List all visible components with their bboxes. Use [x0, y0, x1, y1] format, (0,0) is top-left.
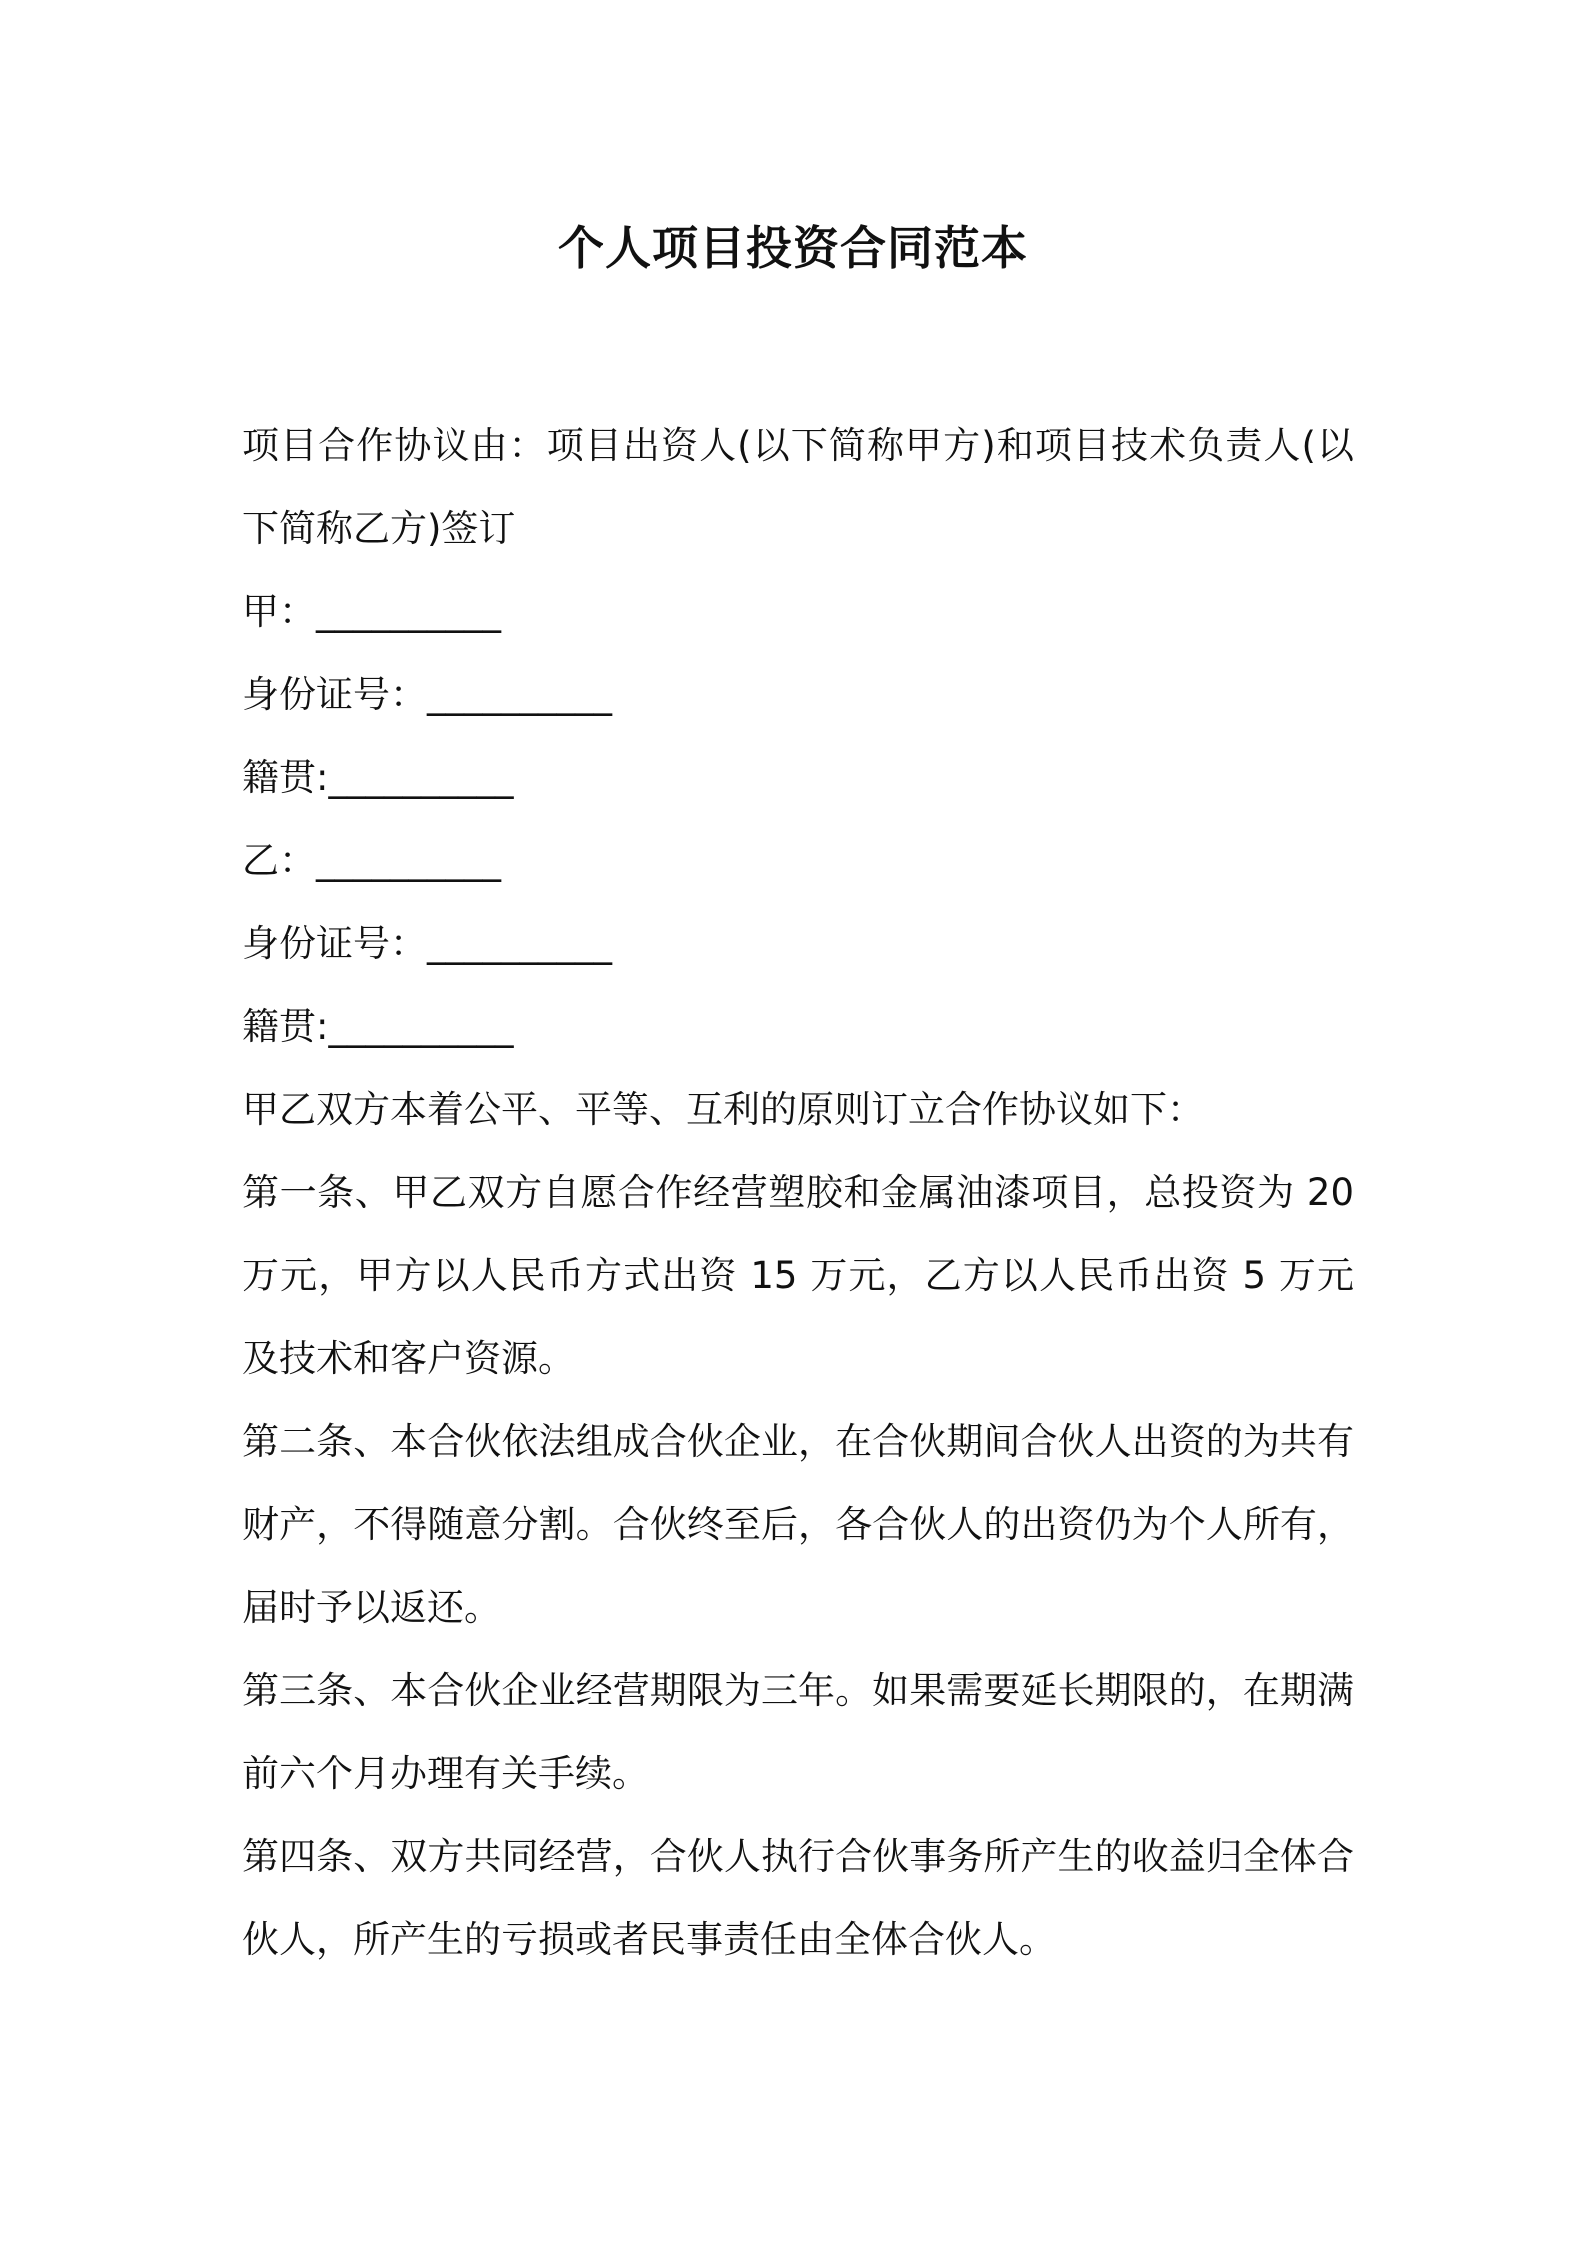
party-a-origin-line: 籍贯:__________: [242, 756, 514, 799]
agreement-preamble: 甲乙双方本着公平、平等、互利的原则订立合作协议如下：: [242, 1088, 1204, 1131]
party-b-name-line: 乙：__________: [242, 839, 501, 882]
article-1: 第一条、甲乙双方自愿合作经营塑胶和金属油漆项目，总投资为 20 万元，甲方以人民币方式出资 15 万元，乙方以人民币出资 5 万元及技术和客户资源。: [242, 1171, 1354, 1380]
party-b-id-line: 身份证号：__________: [242, 922, 612, 965]
article-3: 第三条、本合伙企业经营期限为三年。如果需要延长期限的，在期满前六个月办理有关手续。: [242, 1669, 1354, 1795]
article-4: 第四条、双方共同经营，合伙人执行合伙事务所产生的收益归全体合伙人，所产生的亏损或者民事责任由全体合伙人。: [242, 1835, 1354, 1961]
article-2: 第二条、本合伙依法组成合伙企业，在合伙期间合伙人出资的为共有财产，不得随意分割。合伙终至后，各合伙人的出资仍为个人所有，届时予以返还。: [242, 1420, 1354, 1629]
party-a-name-line: 甲：__________: [242, 590, 501, 633]
intro-paragraph: 项目合作协议由：项目出资人(以下简称甲方)和项目技术负责人(以下简称乙方)签订: [242, 424, 1354, 550]
party-b-origin-line: 籍贯:__________: [242, 1005, 514, 1048]
party-a-id-line: 身份证号：__________: [242, 673, 612, 716]
document-body: [242, 404, 1354, 1981]
document-title: 个人项目投资合同范本: [558, 221, 1028, 275]
